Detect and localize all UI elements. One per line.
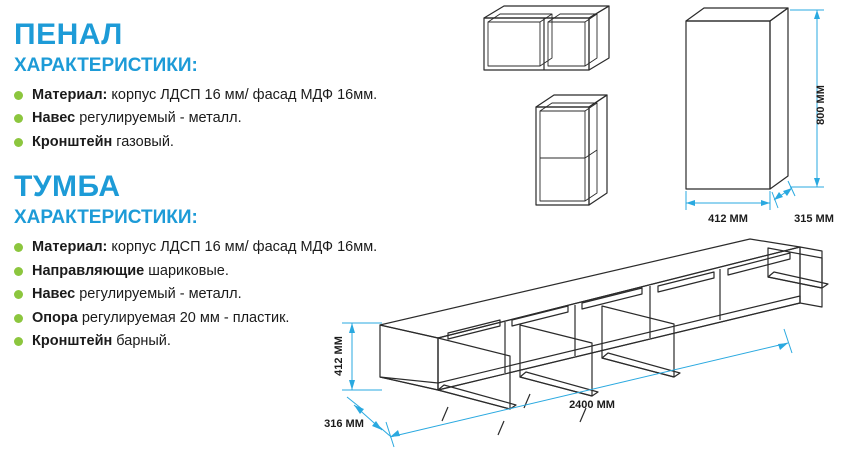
- page-title-tumba: ТУМБА: [14, 170, 121, 204]
- spec-label: Материал:: [32, 239, 108, 256]
- spec-label: Опора: [32, 309, 78, 326]
- dimension-cabinet-depth: 315 ММ: [794, 213, 834, 225]
- spec-value: корпус ЛДСП 16 мм/ фасад МДФ 16мм.: [107, 86, 378, 103]
- bullet-icon: [14, 114, 23, 123]
- bullet-icon: [14, 243, 23, 252]
- spec-value: корпус ЛДСП 16 мм/ фасад МДФ 16мм.: [107, 239, 378, 256]
- section-penal: [14, 18, 444, 154]
- bullet-icon: [14, 314, 23, 323]
- bullet-icon: [14, 267, 23, 276]
- list-item: [14, 107, 444, 130]
- spec-value: регулируемая 20 мм - пластик.: [77, 309, 290, 326]
- spec-label: Кронштейн: [32, 332, 113, 349]
- list-item: [14, 84, 444, 107]
- dimension-stand-width: 2400 ММ: [569, 399, 615, 411]
- spec-list-penal: [14, 84, 444, 154]
- dimension-stand-depth: 316 ММ: [324, 418, 364, 430]
- bullet-icon: [14, 138, 23, 147]
- spec-value: регулируемый - металл.: [75, 286, 242, 303]
- bullet-icon: [14, 91, 23, 100]
- list-item: [14, 131, 444, 154]
- dimension-cabinet-height: 800 ММ: [815, 85, 827, 125]
- bullet-icon: [14, 337, 23, 346]
- subtitle-tumba: ХАРАКТЕРИСТИКИ:: [14, 207, 198, 229]
- spec-label: Навес: [32, 286, 76, 303]
- spec-label: Навес: [32, 110, 76, 127]
- spec-value: регулируемый - металл.: [75, 110, 242, 127]
- subtitle-penal: ХАРАКТЕРИСТИКИ:: [14, 55, 198, 76]
- dimension-cabinet-width: 412 ММ: [708, 213, 748, 225]
- bullet-icon: [14, 290, 23, 299]
- spec-value: шариковые.: [144, 262, 229, 279]
- spec-label: Направляющие: [32, 262, 145, 279]
- dimension-stand-height: 412 ММ: [333, 336, 345, 376]
- section-divider: [14, 154, 444, 170]
- page-title-penal: ПЕНАЛ: [14, 18, 123, 51]
- spec-value: газовый.: [112, 133, 174, 150]
- spec-label: Кронштейн: [32, 133, 113, 150]
- spec-label: Материал:: [32, 86, 108, 103]
- stand-drawing: [320, 225, 867, 457]
- spec-value: барный.: [112, 332, 171, 349]
